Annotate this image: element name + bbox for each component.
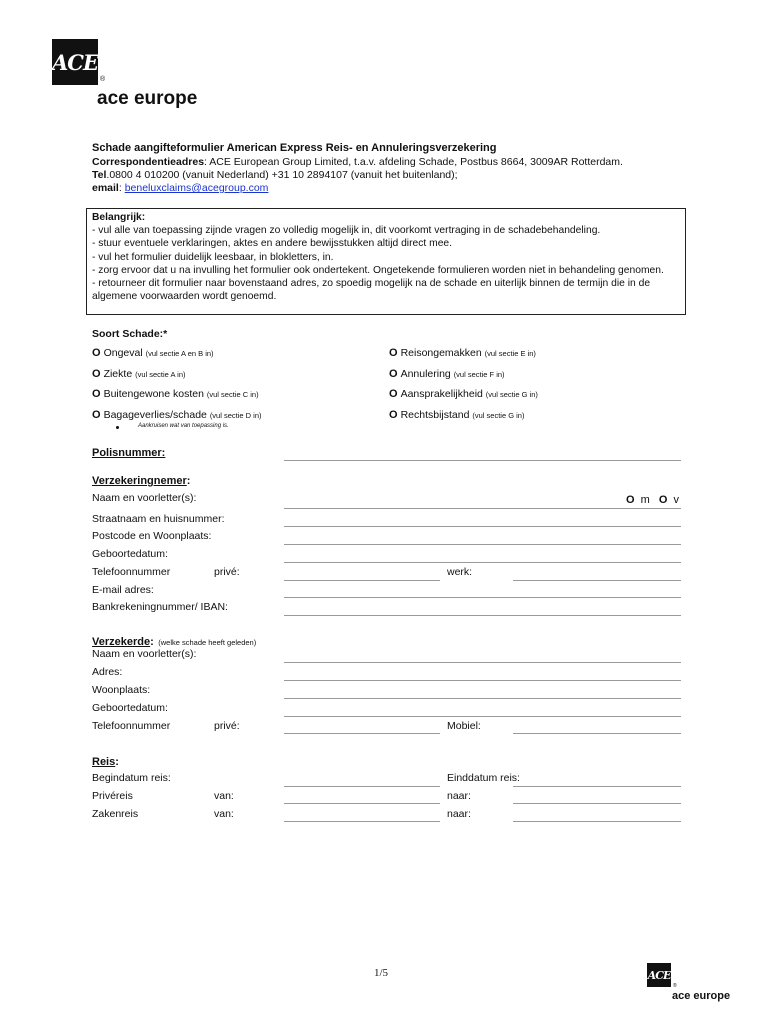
gender-v-marker: O	[658, 494, 668, 506]
option-label: Buitengewone kosten	[103, 388, 204, 400]
ins-address-field[interactable]	[284, 680, 681, 681]
notice-heading: Belangrijk:	[92, 212, 146, 223]
business-trip-label: Zakenreis	[92, 808, 139, 820]
ins-mobile-field[interactable]	[513, 733, 681, 734]
ins-private-label: privé:	[214, 720, 240, 732]
tel-text: .0800 4 010200 (vanuit Nederland) +31 10 2894107 (vanuit het buitenland);	[106, 169, 458, 181]
trip-start-label: Begindatum reis:	[92, 772, 171, 784]
ins-dob-label: Geboortedatum:	[92, 702, 168, 714]
option-rechtsbijstand[interactable]	[389, 409, 524, 421]
ph-email-field[interactable]	[284, 597, 681, 598]
address-text: : ACE European Group Limited, t.a.v. afdeling Schade, Postbus 8664, 3009AR Rotterdam.	[204, 156, 623, 168]
private-trip-to-field[interactable]	[513, 803, 681, 804]
gender-m-label: m	[640, 494, 650, 506]
business-trip-from-field[interactable]	[284, 821, 440, 822]
trip-heading	[92, 756, 119, 768]
claim-type-footnote: Aankruisen wat van toepassing is.	[138, 423, 229, 429]
option-hint: (vul sectie C in)	[206, 390, 259, 399]
ins-dob-field[interactable]	[284, 716, 681, 717]
option-aansprakelijkheid[interactable]	[389, 388, 538, 400]
option-marker: O	[92, 347, 101, 359]
option-marker: O	[389, 347, 398, 359]
page-number: 1/5	[374, 967, 389, 979]
option-buitengewone-kosten[interactable]	[92, 388, 259, 400]
business-trip-to-field[interactable]	[513, 821, 681, 822]
ph-private-label: privé:	[214, 566, 240, 578]
private-trip-from-field[interactable]	[284, 803, 440, 804]
trip-heading-text: Reis	[92, 756, 116, 768]
footer-ace-logo	[647, 963, 671, 987]
option-ziekte[interactable]	[92, 368, 186, 380]
brand-name: ace europe	[97, 88, 198, 109]
ph-phone-label: Telefoonnummer	[92, 566, 171, 578]
form-title: Schade aangifteformulier American Express Reis- en Annuleringsverzekering	[92, 142, 497, 154]
ins-phone-label: Telefoonnummer	[92, 720, 171, 732]
ph-bank-field[interactable]	[284, 615, 681, 616]
ph-dob-label: Geboortedatum:	[92, 548, 168, 560]
option-hint: (vul sectie A en B in)	[145, 349, 214, 358]
private-trip-from-label: van:	[214, 790, 234, 802]
correspondence-address	[92, 156, 623, 168]
policyholder-heading-colon: :	[186, 475, 191, 487]
option-hint: (vul sectie G in)	[472, 411, 525, 420]
business-trip-to-label: naar:	[447, 808, 471, 820]
trip-end-label: Einddatum reis:	[447, 772, 520, 784]
option-marker: O	[92, 368, 101, 380]
ins-city-field[interactable]	[284, 698, 681, 699]
ph-private-phone-field[interactable]	[284, 580, 440, 581]
ph-work-label: werk:	[447, 566, 473, 578]
footer-registered-mark: ®	[673, 983, 677, 989]
ins-name-field[interactable]	[284, 662, 681, 663]
tel-label: Tel	[92, 169, 107, 181]
policy-number-label: Polisnummer:	[92, 447, 166, 459]
ins-city-label: Woonplaats:	[92, 684, 151, 696]
insured-heading-text: Verzekerde	[92, 636, 151, 648]
ph-email-label: E-mail adres:	[92, 584, 154, 596]
footnote-bullet	[116, 426, 119, 429]
option-label: Ziekte	[103, 368, 133, 380]
option-hint: (vul sectie D in)	[209, 411, 262, 420]
notice-line: - stuur eventuele verklaringen, aktes en andere bewijsstukken altijd direct mee.	[92, 238, 453, 250]
option-label: Annulering	[400, 368, 451, 380]
gender-v-label: v	[673, 494, 679, 506]
option-hint: (vul sectie E in)	[484, 349, 536, 358]
policyholder-heading	[92, 475, 190, 487]
ph-postcode-label: Postcode en Woonplaats:	[92, 530, 212, 542]
claim-type-heading: Soort Schade:*	[92, 328, 168, 340]
ace-logo	[52, 39, 98, 85]
telephone-line	[92, 169, 458, 181]
option-hint: (vul sectie G in)	[485, 390, 538, 399]
notice-line: - vul alle van toepassing zijnde vragen zo volledig mogelijk in, dit voorkomt vertraging in de schadebehandeling.	[92, 225, 601, 237]
trip-heading-colon: :	[115, 756, 119, 768]
ph-bank-label: Bankrekeningnummer/ IBAN:	[92, 601, 228, 613]
ph-name-field[interactable]	[284, 508, 681, 509]
private-trip-label: Privéreis	[92, 790, 133, 802]
ph-postcode-field[interactable]	[284, 544, 681, 545]
option-label: Ongeval	[103, 347, 143, 359]
email-link[interactable]: beneluxclaims@acegroup.com	[124, 182, 269, 194]
gender-choice[interactable]	[626, 494, 679, 506]
notice-line: - vul het formulier duidelijk leesbaar, in blokletters, in.	[92, 251, 334, 263]
email-line	[92, 182, 268, 194]
ins-name-label: Naam en voorletter(s):	[92, 648, 197, 660]
gender-m-marker: O	[626, 494, 635, 506]
option-reisongemakken[interactable]	[389, 347, 536, 359]
option-marker: O	[389, 368, 398, 380]
option-marker: O	[389, 388, 398, 400]
notice-line: - zorg ervoor dat u na invulling het formulier ook ondertekent. Ongetekende formulieren worden niet in behandeling genomen.	[92, 264, 664, 276]
insured-note: (welke schade heeft geleden)	[158, 638, 257, 647]
insured-heading-colon: :	[150, 636, 154, 648]
email-sep: :	[118, 182, 125, 194]
option-hint: (vul sectie F in)	[453, 370, 505, 379]
ph-dob-field[interactable]	[284, 562, 681, 563]
footer-brand-name: ace europe	[672, 990, 731, 1002]
ins-private-phone-field[interactable]	[284, 733, 440, 734]
ph-street-label: Straatnaam en huisnummer:	[92, 513, 225, 525]
option-label: Reisongemakken	[400, 347, 482, 359]
option-annulering[interactable]	[389, 368, 505, 380]
option-label: Bagageverlies/schade	[103, 409, 207, 421]
ph-work-phone-field[interactable]	[513, 580, 681, 581]
option-bagageverlies[interactable]	[92, 409, 262, 421]
important-notice	[86, 208, 686, 315]
notice-line: - retourneer dit formulier naar bovenstaand adres, zo spoedig mogelijk na de schade en uiterlijk binnen de termijn die in de algemene voorwaarden wordt genoemd.	[92, 278, 651, 303]
registered-mark: ®	[100, 76, 106, 83]
option-label: Rechtsbijstand	[400, 409, 470, 421]
option-hint: (vul sectie A in)	[135, 370, 186, 379]
option-marker: O	[389, 409, 398, 421]
address-label: Correspondentieadres	[92, 156, 205, 168]
ph-street-field[interactable]	[284, 526, 681, 527]
option-marker: O	[92, 409, 101, 421]
ins-mobile-label: Mobiel:	[447, 720, 481, 732]
ph-name-label: Naam en voorletter(s):	[92, 492, 197, 504]
option-label: Aansprakelijkheid	[400, 388, 483, 400]
email-label: email	[92, 182, 119, 194]
ins-address-label: Adres:	[92, 666, 123, 678]
option-marker: O	[92, 388, 101, 400]
option-ongeval[interactable]	[92, 347, 214, 359]
ace-logo-text: ACE	[52, 49, 99, 75]
private-trip-to-label: naar:	[447, 790, 471, 802]
policyholder-heading-text: Verzekeringnemer	[92, 475, 187, 487]
trip-end-field[interactable]	[513, 786, 681, 787]
business-trip-from-label: van:	[214, 808, 234, 820]
trip-start-field[interactable]	[284, 786, 440, 787]
footer-ace-logo-text: ACE	[647, 968, 671, 982]
policy-number-field[interactable]	[284, 460, 681, 461]
